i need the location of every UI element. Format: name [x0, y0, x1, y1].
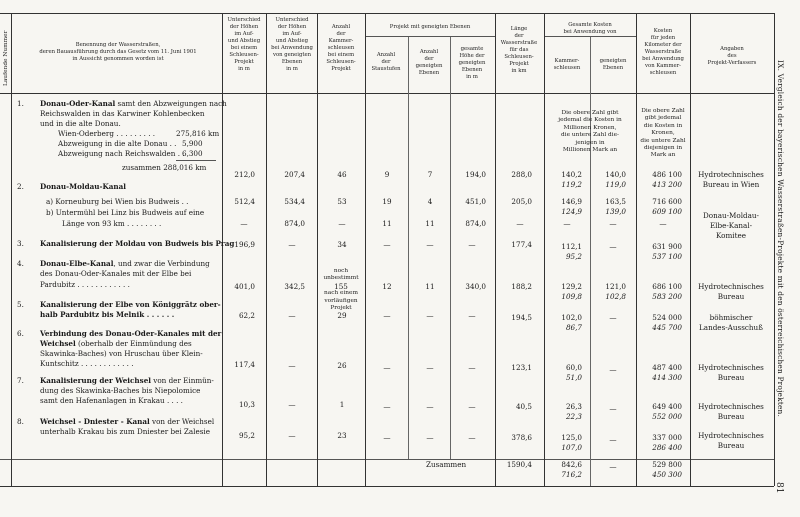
cell-dash: — [468, 402, 476, 411]
row-number: 4. [17, 259, 24, 268]
row-title-bold: Donau-Elbe-Kanal [40, 259, 114, 268]
cell-dash: — [288, 240, 296, 249]
col-rule [774, 13, 775, 486]
note-line: Kronen, [651, 130, 675, 137]
header-diff-einem [228, 17, 261, 73]
cell-stau: 12 [382, 282, 392, 291]
note-line: noch [333, 268, 349, 274]
header-gesamt-hoehe [459, 46, 486, 81]
header-line: bei einem [327, 52, 355, 58]
cell-dash: — [426, 433, 434, 442]
cell-kosten-kammer-mark: 119,2 [561, 180, 582, 189]
header-line: Ebenen [602, 65, 624, 71]
cell-kosten-kammer-mark: 86,7 [565, 323, 582, 332]
header-laenge [501, 26, 537, 75]
header-line: Staustufen [371, 66, 401, 72]
cell-dash: — [516, 219, 524, 228]
cell-km: 337 000 [652, 433, 682, 442]
header-line: Länge [510, 26, 528, 32]
header-bottom-rule [0, 93, 774, 94]
cell-km-mark: 286 400 [652, 443, 682, 452]
header-line: bei Anwendung [271, 45, 313, 51]
row-text: Skawinka-Baches) von Hruschau über Klein- [40, 349, 203, 358]
row-text: Pardubitz . . . . . . . . . . . . [40, 280, 130, 289]
header-line: für das [509, 47, 529, 53]
header-line: Projekt [234, 59, 254, 65]
header-verfasser [708, 46, 757, 67]
col-rule [590, 37, 591, 486]
cell-dash: — [288, 400, 296, 409]
cell-hoehe: 451,0 [465, 197, 486, 206]
cell-laenge: 188,2 [511, 282, 532, 291]
col-rule [495, 13, 496, 486]
cell-dash: — [609, 462, 617, 471]
row-title: Kanalisierung der Moldau von Budweis bis Prag [40, 239, 235, 248]
row-title: halb Pardubitz bis Melnik . . . . . . [40, 310, 175, 319]
row-text: dung des Skawinka-Baches bis Niepolomice [40, 386, 201, 395]
sub-value: 6,300 [182, 149, 203, 158]
total-kosten-kammer-mark: 716,2 [561, 470, 582, 479]
cell-kammer: 1 [339, 400, 345, 409]
note-line: Projekt [330, 305, 352, 312]
header-line: in m [286, 66, 298, 72]
header-line: Kosten [653, 28, 673, 34]
cell-kosten-geneigt: 121,0 [605, 282, 626, 291]
cell-kosten-kammer: 129,2 [561, 282, 582, 291]
header-line: schleusen [649, 70, 677, 76]
cell-hoehe: 194,0 [465, 170, 486, 179]
col-rule [317, 13, 318, 486]
row-text: Länge von 93 km . . . . . . . . [62, 219, 162, 228]
cell-dash: — [240, 219, 248, 228]
cell-laenge: 288,0 [511, 170, 532, 179]
sub-label: Wien-Oderberg . . . . . . . . . [58, 129, 156, 138]
header-line: Kammer- [554, 58, 580, 64]
cell-dash: — [288, 361, 296, 370]
row-title-rest: von der Weichsel [149, 417, 215, 426]
header-projekt-group: Projekt mit geneigten Ebenen [389, 24, 471, 30]
cell-diff-einem: 117,4 [234, 360, 255, 369]
total-km: 529 800 [652, 460, 682, 469]
total-laenge: 1590,4 [506, 460, 532, 469]
header-line: der [424, 56, 434, 62]
cell-kosten-kammer: 102,0 [561, 313, 582, 322]
cell-verfasser: Komitee [715, 231, 747, 240]
cell-diff-einem: 62,2 [238, 311, 255, 320]
cell-kosten-geneigt-mark: 119,0 [605, 180, 626, 189]
cell-kosten-geneigt: 163,5 [605, 197, 626, 206]
header-line: Ebenen [281, 59, 303, 65]
note-line: jenigen in [575, 139, 605, 146]
header-benennung [39, 42, 196, 63]
table-bottom-rule [0, 486, 774, 487]
cell-verfasser: Hydrotechnisches [698, 402, 764, 411]
row-number: 7. [17, 376, 24, 385]
note-line: gibt jedemal [644, 115, 682, 122]
header-line: von Kammer- [645, 63, 681, 69]
total-kosten-kammer: 842,6 [561, 460, 582, 469]
note-line: nach einem [324, 290, 358, 297]
header-line: Unterschied [227, 17, 261, 23]
cell-laenge: 205,0 [511, 197, 532, 206]
header-line: von geneigten [272, 52, 312, 58]
header-line: Gesamte Kosten [568, 22, 612, 28]
row-title [40, 100, 227, 108]
header-line: Unterschied [275, 17, 309, 23]
page-number: 81 [774, 482, 784, 494]
note-line: 155 [334, 281, 348, 291]
cell-dash: — [609, 404, 617, 413]
header-line: der [381, 59, 391, 65]
note-line: jedemal die Kosten in [558, 117, 622, 124]
header-line: bei Anwendung von [563, 29, 617, 35]
header-line: Schleusen- [504, 54, 534, 60]
cell-diff-einem: 95,2 [238, 431, 255, 440]
cell-dash: — [383, 402, 391, 411]
row-text: Kuntschitz . . . . . . . . . . . . [40, 359, 134, 368]
cell-kosten-kammer: 125,0 [561, 433, 582, 442]
header-line: deren Bauausführung durch das Gesetz vom 11. Juni 1901 [39, 49, 197, 55]
cell-km: 716 600 [652, 197, 682, 206]
note-line: unbestimmt [323, 275, 359, 282]
cell-dash: — [609, 435, 617, 444]
header-line: Kammer- [328, 38, 354, 44]
header-line: für jeden [650, 35, 676, 41]
cell-km: 487 400 [652, 363, 682, 372]
header-line: der Höhen [229, 24, 259, 30]
cell-dash: — [609, 242, 617, 251]
sum-rule [176, 160, 216, 161]
row-number: 2. [17, 182, 24, 191]
header-diff-geneigt [271, 17, 313, 73]
cell-km-mark: 583 200 [652, 292, 682, 301]
header-line: Anzahl [331, 24, 351, 30]
row-title-bold: Weichsel [40, 339, 76, 348]
row-text: und in die alte Donau. [40, 119, 121, 128]
cell-km-mark: 609 100 [652, 207, 682, 216]
row-text: a) Korneuburg bei Wien bis Budweis . . [46, 197, 189, 206]
cell-kammer: 34 [337, 240, 347, 249]
header-line: Wasserstraße [500, 40, 538, 46]
cell-hoehe: 340,0 [465, 282, 486, 291]
cell-km: 486 100 [652, 170, 682, 179]
cell-dash: — [383, 363, 391, 372]
cell-dash: — [288, 311, 296, 320]
cell-diff-geneigt: 534,4 [284, 197, 305, 206]
row-title [40, 418, 214, 426]
cell-dash: — [383, 240, 391, 249]
header-line: der [514, 33, 524, 39]
row-text: Reichswalden in das Karwiner Kohlenbecken [40, 109, 205, 118]
cell-km-mark: 413 200 [652, 180, 682, 189]
cell-stau: 19 [382, 197, 392, 206]
cell-km: 631 900 [652, 242, 682, 251]
header-line: Wasserstraße [644, 49, 682, 55]
note-line: Die obere Zahl [641, 108, 685, 114]
row-title-bold: Kanalisierung der Weichsel [40, 376, 151, 385]
row-text: unterhalb Krakau bis zum Dniester bei Zalesie [40, 427, 210, 436]
cell-km: 649 400 [652, 402, 682, 411]
header-line: gesamte [460, 46, 484, 52]
row-number: 5. [17, 300, 24, 309]
cell-verfasser: Landes-Ausschuß [699, 323, 763, 332]
note-line: die untere Zahl die- [561, 132, 619, 139]
cell-kammer: 23 [337, 431, 347, 440]
row-text: samt den Hafenanlagen in Krakau . . . . [40, 396, 183, 405]
sub-label: Abzweigung nach Reichswalden . . [58, 149, 185, 158]
header-line: Schleusen- [229, 52, 259, 58]
cell-ebenen: 4 [427, 197, 433, 206]
cell-kammer: 53 [337, 197, 347, 206]
cell-dash: — [609, 365, 617, 374]
cell-laenge: 378,6 [511, 433, 532, 442]
row-text: des Donau-Oder-Kanales mit der Elbe bei [40, 269, 192, 278]
cell-dash: — [609, 219, 617, 228]
cell-kosten-kammer: 140,2 [561, 170, 582, 179]
cell-hoehe: 874,0 [465, 219, 486, 228]
cell-diff-einem: 10,3 [238, 400, 255, 409]
cell-kammer: 29 [337, 311, 347, 320]
table-top-rule [0, 13, 774, 14]
row-number: 8. [17, 417, 24, 426]
col-rule [365, 13, 366, 486]
cell-stau: 11 [382, 219, 392, 228]
cell-kosten-geneigt-mark: 139,0 [605, 207, 626, 216]
cell-verfasser: Hydrotechnisches [698, 363, 764, 372]
cell-laenge: 177,4 [511, 240, 532, 249]
cell-kosten-kammer: 112,1 [561, 242, 582, 251]
header-line: Höhe der [459, 53, 485, 59]
note-line: vorläufigen [324, 297, 358, 304]
row-title: Donau-Moldau-Kanal [40, 182, 127, 191]
cell-kosten-kammer: 26,3 [565, 402, 582, 411]
note-line: diejenigen in [643, 145, 683, 152]
cell-dash: — [426, 402, 434, 411]
row-title-rest: von der Einmün- [151, 376, 214, 385]
header-line: Projekt [331, 66, 351, 72]
cell-verfasser: Bureau in Wien [702, 180, 760, 189]
cell-dash: — [338, 219, 346, 228]
row-text: b) Untermühl bei Linz bis Budweis auf eine [46, 208, 205, 217]
cell-dash: — [468, 311, 476, 320]
header-line: geneigten [458, 60, 486, 66]
cell-kosten-kammer-mark: 51,0 [565, 373, 582, 382]
header-line: Kilometer der [644, 42, 682, 48]
cell-verfasser: Bureau [717, 373, 745, 382]
cell-dash: — [426, 311, 434, 320]
km-note [640, 108, 685, 160]
header-line: Angaben [720, 46, 744, 52]
sub-label: Abzweigung in die alte Donau . . [58, 139, 177, 148]
header-anz-ebenen [416, 49, 443, 77]
cell-km: 524 000 [652, 313, 682, 322]
cell-dash: — [383, 311, 391, 320]
cell-verfasser: Bureau [717, 412, 745, 421]
header-line: in m [238, 66, 250, 72]
header-line: und Abstieg [275, 38, 309, 44]
row-title [40, 377, 214, 385]
cell-dash: — [468, 433, 476, 442]
col-rule [408, 37, 409, 459]
header-line: Benennung der Wasserstraßen, [75, 42, 161, 48]
note-line: Mark an [650, 152, 676, 159]
cell-kosten-kammer: 146,9 [561, 197, 582, 206]
row-title: Verbindung des Donau-Oder-Kanales mit der [40, 329, 222, 338]
col-rule [636, 13, 637, 486]
col-rule [690, 13, 691, 486]
sub-value: 275,816 km [176, 129, 220, 138]
cell-verfasser: Hydrotechnisches [698, 170, 764, 179]
header-line: in m [466, 74, 478, 80]
col-rule [11, 13, 12, 486]
header-line: Projekt [509, 61, 529, 67]
header-line: im Auf- [282, 31, 302, 37]
note-line: Millionen Kronen, [563, 124, 617, 131]
header-line: Projekt-Verfassers [707, 60, 757, 66]
col-rule [544, 13, 545, 486]
header-line: schleusen [327, 45, 355, 51]
row-title-bold: Donau-Oder-Kanal [40, 99, 116, 108]
cell-diff-einem: 401,0 [234, 282, 255, 291]
cell-km-mark: 552 000 [652, 412, 682, 421]
header-line: geneigten [599, 58, 627, 64]
col-rule [222, 13, 223, 486]
header-line: bei einem [230, 45, 258, 51]
cell-ebenen: 11 [425, 282, 435, 291]
cell-laenge: 123,1 [511, 363, 532, 372]
cell-dash: — [609, 313, 617, 322]
cell-dash: — [426, 363, 434, 372]
cell-dash: — [468, 363, 476, 372]
header-line: Anzahl [376, 52, 396, 58]
header-laufende-nummer: Laufende Nummer [3, 30, 9, 86]
header-kosten-group [563, 22, 616, 36]
header-k-kammer [554, 58, 581, 72]
cell-laenge: 194,5 [511, 313, 532, 322]
cell-km: 686 100 [652, 282, 682, 291]
note-line: Die obere Zahl gibt [561, 110, 619, 116]
sum-text: zusammen 288,016 km [122, 163, 207, 172]
header-line: der [336, 31, 346, 37]
note-line: die Kosten in [643, 122, 683, 129]
kosten-note [558, 110, 621, 154]
cell-diff-geneigt: 207,4 [284, 170, 305, 179]
header-km-kosten [642, 28, 684, 77]
header-line: Anzahl [419, 49, 439, 55]
cell-dash: — [426, 240, 434, 249]
cell-diff-einem: 196,9 [234, 240, 255, 249]
row-title-rest: (oberhalb der Einmündung des [75, 339, 192, 348]
cell-laenge: 40,5 [515, 402, 532, 411]
cell-diff-einem: 512,4 [234, 197, 255, 206]
cell-kosten-kammer-mark: 22,3 [565, 412, 582, 421]
row-title-rest: , und zwar die Verbindung [113, 259, 210, 268]
header-line: im Auf- [234, 31, 254, 37]
cell-dash: — [288, 431, 296, 440]
cell-diff-geneigt: 342,5 [284, 282, 305, 291]
cell-km-mark: 537 100 [652, 252, 682, 261]
col-rule [266, 13, 267, 486]
header-line: Schleusen- [326, 59, 356, 65]
sub-value: 5,900 [182, 139, 203, 148]
cell-ebenen: 7 [427, 170, 433, 179]
row-number: 3. [17, 239, 24, 248]
cell-km-mark: 414 300 [652, 373, 682, 382]
header-line: Ebenen [418, 70, 440, 76]
cell-stau: 9 [384, 170, 390, 179]
cell-ebenen: 11 [425, 219, 435, 228]
cell-dash: — [468, 240, 476, 249]
header-line: der Höhen [277, 24, 307, 30]
header-line: schleusen [553, 65, 581, 71]
header-line: in Aussicht genommen worden ist [72, 56, 164, 62]
cell-kosten-kammer-mark: 109,8 [561, 292, 582, 301]
cell-km-mark: 445 700 [652, 323, 682, 332]
header-line: Ebenen [461, 67, 483, 73]
cell-verfasser: Bureau [717, 441, 745, 450]
row-text [40, 340, 192, 348]
header-line: geneigten [415, 63, 443, 69]
row-number: 1. [17, 99, 24, 108]
side-title: IX. Vergleich der bayerischen Wasserstraßen-Projekte mit den österreichischen Projekten. [776, 60, 785, 418]
header-line: bei Anwendung [642, 56, 684, 62]
cell-diff-geneigt: 874,0 [284, 219, 305, 228]
cell-verfasser: Hydrotechnisches [698, 282, 764, 291]
cell-kosten-kammer-mark: 124,9 [561, 207, 582, 216]
header-k-geneigt [600, 58, 627, 72]
cell-verfasser: Donau-Moldau- [703, 211, 759, 220]
header-line: in km [511, 68, 527, 74]
cell-dash: — [383, 433, 391, 442]
total-km-mark: 450 300 [652, 470, 682, 479]
cell-kammer: 46 [337, 170, 347, 179]
header-staustufen [371, 52, 400, 73]
note-line: Millionen Mark an [562, 147, 618, 154]
cell-kosten-kammer: 60,0 [565, 363, 582, 372]
header-anzahl-kammer [326, 24, 355, 73]
cell-verfasser: Elbe-Kanal- [709, 221, 753, 230]
cell-verfasser: Bureau [717, 292, 745, 301]
cell-dash: — [563, 219, 571, 228]
cell-kosten-kammer-mark: 107,0 [561, 443, 582, 452]
cell-kosten-kammer-mark: 95,2 [565, 252, 582, 261]
row-title-bold: Weichsel - Dniester - Kanal [40, 417, 150, 426]
row-number: 6. [17, 329, 24, 338]
header-line: des [727, 53, 737, 59]
header-line: und Abstieg [227, 38, 261, 44]
row-title: Kanalisierung der Elbe von Königgrätz ober- [40, 300, 221, 309]
col-rule [450, 37, 451, 459]
cell-kosten-geneigt-mark: 102,8 [605, 292, 626, 301]
projekt-group-rule [365, 36, 495, 37]
kammer-note [323, 268, 358, 312]
cell-dash: — [659, 219, 667, 228]
cell-diff-einem: 212,0 [234, 170, 255, 179]
row-title [40, 260, 210, 268]
row-title-rest: samt den Abzweigungen nach [115, 99, 227, 108]
total-label: Zusammen [426, 460, 467, 469]
note-line: die untere Zahl [640, 137, 686, 144]
cell-verfasser: Hydrotechnisches [698, 431, 764, 440]
cell-kammer: 26 [337, 361, 347, 370]
cell-kosten-geneigt: 140,0 [605, 170, 626, 179]
cell-verfasser: böhmischer [709, 313, 753, 322]
